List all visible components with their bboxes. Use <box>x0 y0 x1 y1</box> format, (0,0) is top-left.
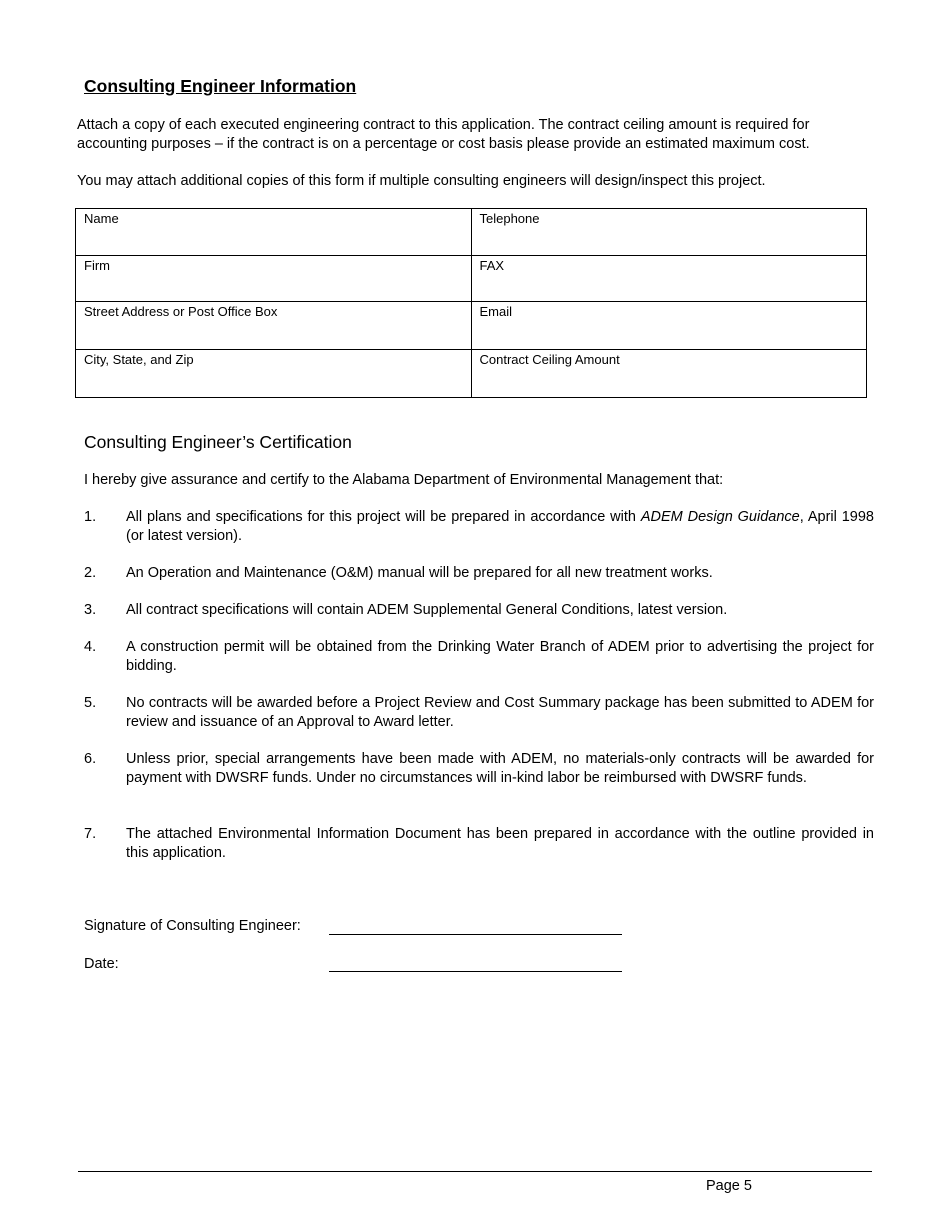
item-number: 2. <box>84 565 97 581</box>
date-line[interactable] <box>329 971 622 972</box>
page-number: Page 5 <box>706 1178 752 1194</box>
contract-ceiling-amount-field[interactable]: Contract Ceiling Amount <box>471 350 867 398</box>
item-text: An Operation and Maintenance (O&M) manual will be prepared for all new treatment works. <box>126 565 713 581</box>
certification-item-6 <box>84 750 874 788</box>
item-text-before: All plans and specifications for this project will be prepared in accordance with <box>126 509 641 525</box>
item-text-emphasis: ADEM Design Guidance <box>640 509 800 525</box>
city-state-zip-field[interactable]: City, State, and Zip <box>76 350 472 398</box>
certification-item-4 <box>84 638 874 676</box>
consulting-engineer-form-table <box>75 208 867 398</box>
page-title: Consulting Engineer Information <box>84 76 357 96</box>
footer-divider <box>78 1171 872 1172</box>
item-number: 5. <box>84 695 97 711</box>
intro-paragraph-2: You may attach additional copies of this form if multiple consulting engineers will design/inspect this project. <box>77 173 766 189</box>
item-text: All contract specifications will contain ADEM Supplemental General Conditions, latest version. <box>126 602 728 618</box>
item-text: A construction permit will be obtained from the Drinking Water Branch of ADEM prior to advertising the project for bidding. <box>126 639 874 674</box>
street-address-field[interactable]: Street Address or Post Office Box <box>76 302 472 350</box>
fax-field[interactable]: FAX <box>471 256 867 302</box>
item-number: 7. <box>84 826 97 842</box>
name-field[interactable]: Name <box>76 209 472 256</box>
telephone-field[interactable]: Telephone <box>471 209 867 256</box>
item-text: No contracts will be awarded before a Project Review and Cost Summary package has been submitted to ADEM for review and issuance of an Approval to Award letter. <box>126 695 874 730</box>
certification-item-2 <box>84 564 874 583</box>
intro-paragraph-1: Attach a copy of each executed engineering contract to this application. The contract ceiling amount is required for accounting purposes – if the contract is on a percentage or cost basis please provide an estimated maximum cost. <box>77 117 810 152</box>
item-number: 3. <box>84 602 97 618</box>
certification-item-5 <box>84 694 874 732</box>
certification-heading: Consulting Engineer’s Certification <box>84 432 352 452</box>
item-number: 4. <box>84 639 97 655</box>
signature-line[interactable] <box>329 934 622 935</box>
certification-item-7 <box>84 825 874 863</box>
item-text: Unless prior, special arrangements have been made with ADEM, no materials-only contracts will be awarded for payment with DWSRF funds. Under no circumstances will in-kind labor be reimbursed with DWSRF funds. <box>126 751 874 786</box>
item-number: 6. <box>84 751 97 767</box>
certification-item-3 <box>84 601 874 620</box>
firm-field[interactable]: Firm <box>76 256 472 302</box>
item-number: 1. <box>84 509 97 525</box>
item-text: The attached Environmental Information Document has been prepared in accordance with the outline provided in this application. <box>126 826 874 861</box>
signature-label: Signature of Consulting Engineer: <box>84 918 301 934</box>
email-field[interactable]: Email <box>471 302 867 350</box>
certification-item-1 <box>84 508 874 546</box>
date-label: Date: <box>84 956 119 972</box>
item-text-after: , April 1998 (or latest version). <box>126 509 874 544</box>
assurance-statement: I hereby give assurance and certify to the Alabama Department of Environmental Management that: <box>84 472 724 488</box>
